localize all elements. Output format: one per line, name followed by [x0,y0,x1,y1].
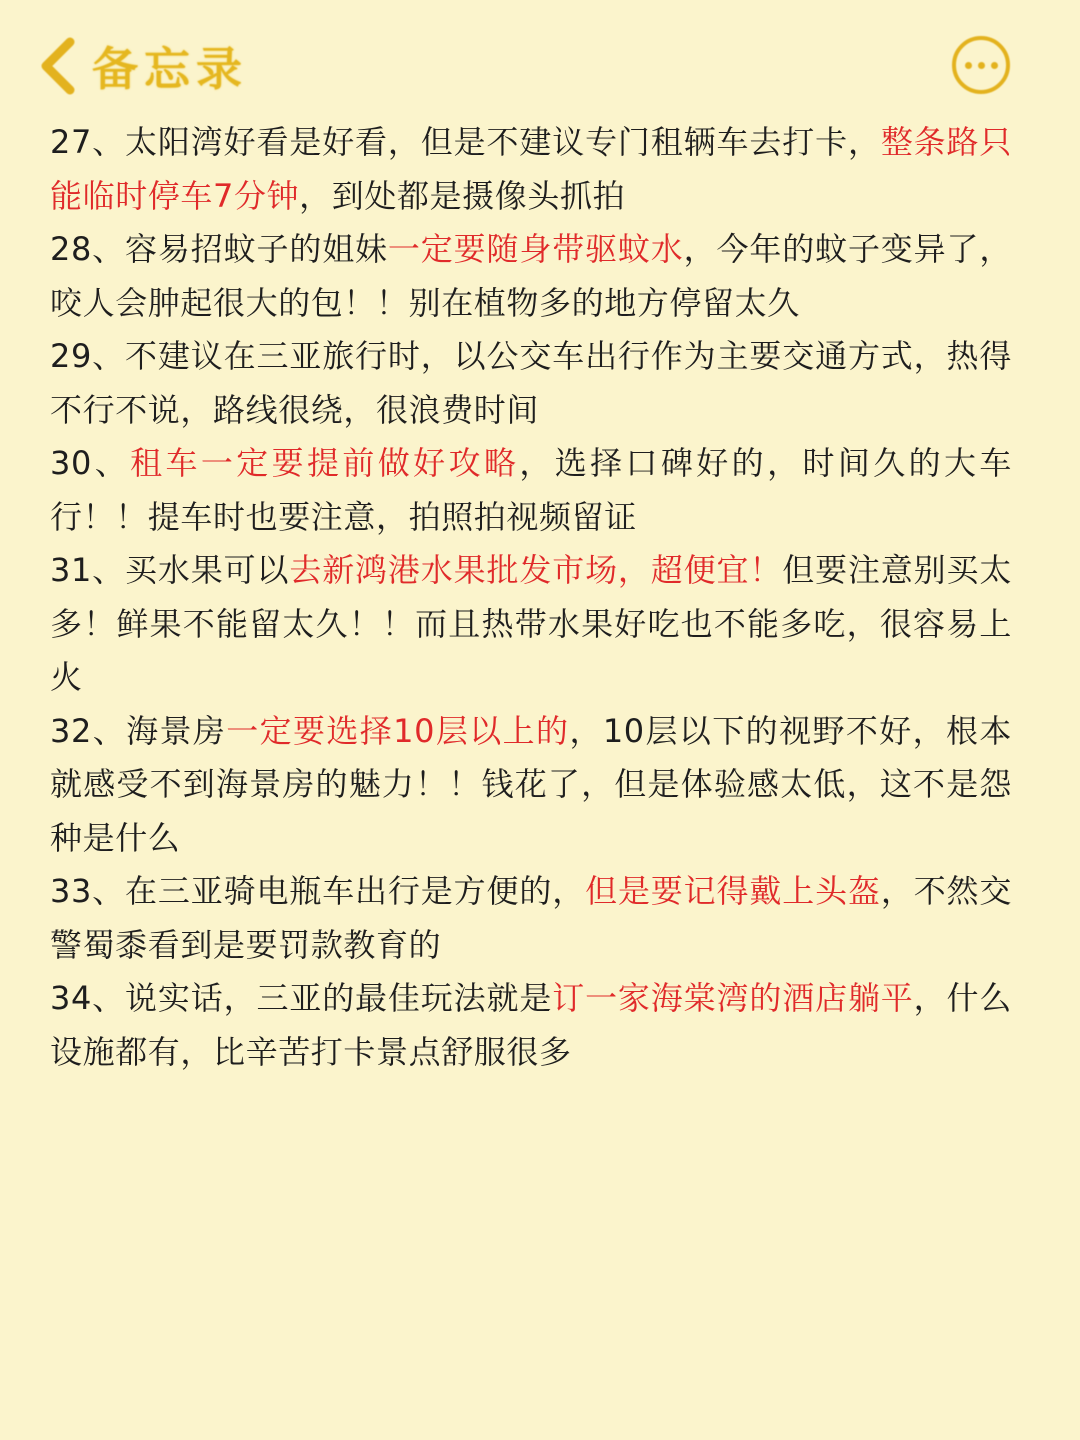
more-button[interactable] [952,36,1010,94]
body-text: 32、海景房 [50,711,227,750]
highlight-text: 租车一定要提前做好攻略 [130,444,520,482]
back-button[interactable] [36,34,248,98]
body-text: 28、容易招蚊子的姐妹 [50,230,388,268]
highlight-text: 一定要选择10层以上的 [226,711,570,750]
note-paragraph [50,116,1012,223]
body-text: 31、买水果可以 [50,551,290,589]
body-text: ，选择口碑好的，时间久的大车行！！提车时也要注意，拍照拍视频留证 [50,444,1012,536]
note-paragraph [50,865,1012,972]
highlight-text: 一定要随身带驱蚊水 [387,230,684,268]
body-text: ，什么设施都有，比辛苦打卡景点舒服很多 [50,979,1012,1071]
note-paragraph [50,705,1012,866]
highlight-text: 但是要记得戴上头盔 [585,872,881,910]
note-paragraph [50,330,1012,437]
highlight-text: 订一家海棠湾的酒店躺平 [552,979,914,1017]
highlight-text: 整条路只能临时停车7分钟 [50,123,1012,215]
note-body [50,116,1012,1079]
note-paragraph [50,972,1012,1079]
note-paragraph [50,223,1012,330]
note-paragraph [50,437,1012,544]
body-text: ，不然交警蜀黍看到是要罚款教育的 [50,872,1013,964]
more-horizontal-icon [965,62,998,69]
body-text: 33、在三亚骑电瓶车出行是方便的， [50,872,586,910]
nav-bar [0,0,1080,120]
highlight-text: 去新鸿港水果批发市场，超便宜！ [289,551,783,589]
body-text: 27、太阳湾好看是好看，但是不建议专门租辆车去打卡， [50,123,881,161]
note-paragraph [50,544,1012,705]
body-text: 30、 [50,444,131,482]
chevron-left-icon [36,36,80,96]
body-text: ，到处都是摄像头抓拍 [299,176,626,215]
body-text: 但要注意别买太多！鲜果不能留太久！！而且热带水果好吃也不能多吃，很容易上火 [50,551,1012,696]
back-label: 备忘录 [92,42,248,96]
body-text: 34、说实话，三亚的最佳玩法就是 [50,979,553,1017]
body-text: 29、不建议在三亚旅行时，以公交车出行作为主要交通方式，热得不行不说，路线很绕，很浪费时间 [50,337,1012,429]
body-text: ，10层以下的视野不好，根本就感受不到海景房的魅力！！钱花了，但是体验感太低，这不是怨种是什么 [50,711,1012,857]
body-text: ，今年的蚊子变异了，咬人会肿起很大的包！！别在植物多的地方停留太久 [50,230,1012,322]
